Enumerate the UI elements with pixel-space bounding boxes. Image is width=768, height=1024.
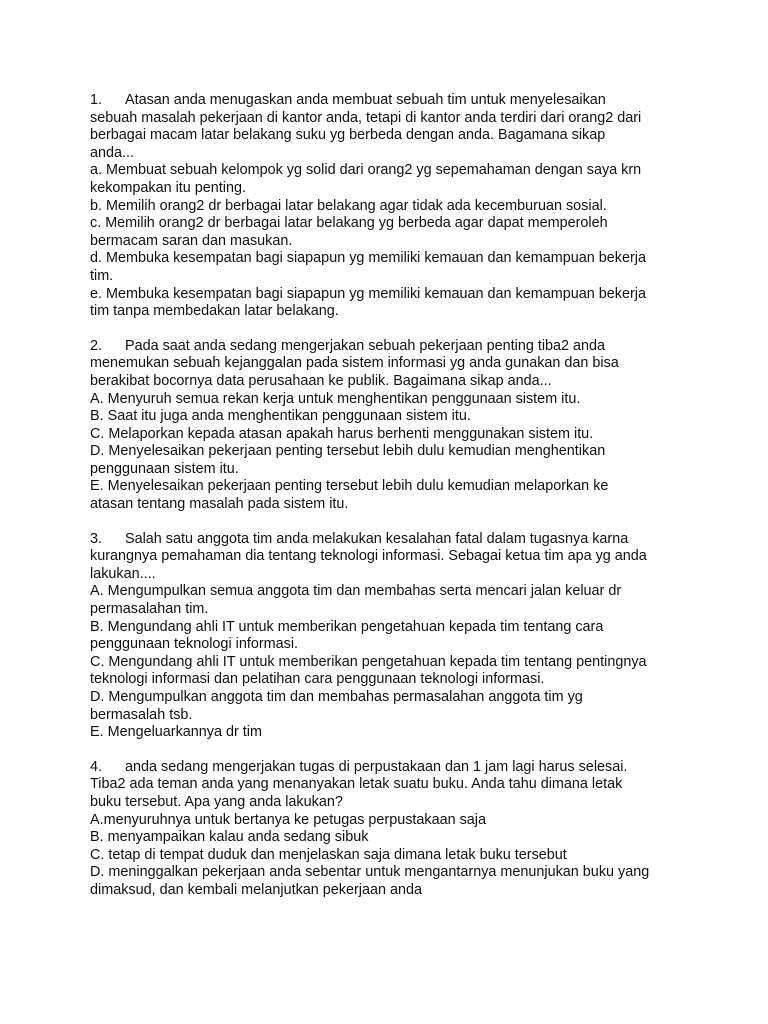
question-text bbox=[90, 338, 728, 356]
question-text bbox=[90, 531, 728, 549]
line-text: atasan tentang masalah pada sistem itu. bbox=[90, 496, 349, 513]
line-text: anda sedang mengerjakan tugas di perpustakaan dan 1 jam lagi harus selesai. bbox=[125, 758, 628, 775]
text-line bbox=[90, 829, 728, 847]
line-text: permasalahan tim. bbox=[90, 601, 209, 618]
line-text: penggunaan sistem itu. bbox=[90, 460, 239, 477]
line-text: Salah satu anggota tim anda melakukan kesalahan fatal dalam tugasnya karna bbox=[125, 530, 629, 547]
text-line bbox=[90, 548, 728, 566]
line-text: menemukan sebuah kejanggalan pada sistem informasi yg anda gunakan dan bisa bbox=[90, 355, 619, 372]
question-text bbox=[90, 759, 728, 777]
line-text: Atasan anda menugaskan anda membuat sebuah tim untuk menyelesaikan bbox=[125, 92, 606, 108]
text-line bbox=[90, 110, 728, 128]
line-text: berakibat bocornya data perusahaan ke publik. Bagaimana sikap anda... bbox=[90, 372, 552, 389]
text-line bbox=[90, 882, 728, 900]
line-text: E. Menyelesaikan pekerjaan penting tersebut lebih dulu kemudian melaporkan ke bbox=[90, 478, 609, 495]
text-line bbox=[90, 671, 728, 689]
text-line bbox=[90, 355, 728, 373]
text-line bbox=[90, 583, 728, 601]
text-line bbox=[90, 812, 728, 830]
text-line bbox=[90, 162, 728, 180]
line-text: Pada saat anda sedang mengerjakan sebuah pekerjaan penting tiba2 anda bbox=[125, 337, 606, 354]
text-line bbox=[90, 478, 728, 496]
text-line bbox=[90, 619, 728, 637]
text-line bbox=[90, 847, 728, 865]
text-line bbox=[90, 461, 728, 479]
line-text: e. Membuka kesempatan bagi siapapun yg memiliki kemauan dan kemampuan bekerja bbox=[90, 285, 646, 302]
line-text: anda... bbox=[90, 144, 135, 161]
line-text: A. Menyuruh semua rekan kerja untuk menghentikan penggunaan sistem itu. bbox=[90, 390, 581, 407]
text-line bbox=[90, 250, 728, 268]
question-number: 3. bbox=[90, 530, 103, 547]
question-number: 4. bbox=[90, 758, 103, 775]
text-line bbox=[90, 373, 728, 391]
question-block bbox=[90, 92, 728, 321]
line-text: bermasalah tsb. bbox=[90, 706, 193, 723]
text-line bbox=[90, 180, 728, 198]
line-text: kurangnya pemahaman dia tentang teknologi informasi. Sebagai ketua tim apa yg anda bbox=[90, 548, 647, 565]
line-text: c. Memilih orang2 dr berbagai latar belakang yg berbeda agar dapat memperoleh bbox=[90, 215, 608, 232]
question-text bbox=[90, 92, 728, 110]
line-text: D. meninggalkan pekerjaan anda sebentar untuk mengantarnya menunjukan buku yang bbox=[90, 864, 650, 881]
line-text: penggunaan teknologi informasi. bbox=[90, 636, 299, 653]
text-line bbox=[90, 566, 728, 584]
text-line bbox=[90, 408, 728, 426]
line-text: B. Mengundang ahli IT untuk memberikan pengetahuan kepada tim tentang cara bbox=[90, 618, 604, 635]
text-line bbox=[90, 864, 728, 882]
line-text: D. Menyelesaikan pekerjaan penting tersebut lebih dulu kemudian menghentikan bbox=[90, 443, 606, 460]
line-text: sebuah masalah pekerjaan di kantor anda, tetapi di kantor anda terdiri dari orang2 dari bbox=[90, 109, 642, 126]
line-text: B. Saat itu juga anda menghentikan penggunaan sistem itu. bbox=[90, 408, 471, 425]
text-line bbox=[90, 724, 728, 742]
text-line bbox=[90, 776, 728, 794]
line-text: Tiba2 ada teman anda yang menanyakan letak suatu buku. Anda tahu dimana letak bbox=[90, 776, 623, 793]
line-text: C. tetap di tempat duduk dan menjelaskan saja dimana letak buku tersebut bbox=[90, 846, 567, 863]
question-block bbox=[90, 759, 728, 900]
question-block bbox=[90, 531, 728, 742]
line-text: b. Memilih orang2 dr berbagai latar belakang agar tidak ada kecemburuan sosial. bbox=[90, 197, 607, 214]
line-text: tim. bbox=[90, 267, 114, 284]
line-text: D. Mengumpulkan anggota tim dan membahas permasalahan anggota tim yg bbox=[90, 689, 583, 705]
text-line bbox=[90, 268, 728, 286]
line-text: A. Mengumpulkan semua anggota tim dan membahas serta mencari jalan keluar dr bbox=[90, 583, 622, 600]
line-text: berbagai macam latar belakang suku yg berbeda dengan anda. Bagamana sikap bbox=[90, 127, 606, 144]
line-text: E. Mengeluarkannya dr tim bbox=[90, 724, 262, 741]
line-text: C. Mengundang ahli IT untuk memberikan pengetahuan kepada tim tentang pentingnya bbox=[90, 653, 647, 670]
line-text: tim tanpa membedakan latar belakang. bbox=[90, 303, 339, 320]
text-line bbox=[90, 426, 728, 444]
text-line bbox=[90, 127, 728, 145]
text-line bbox=[90, 145, 728, 163]
line-text: d. Membuka kesempatan bagi siapapun yg memiliki kemauan dan kemampuan bekerja bbox=[90, 250, 646, 267]
text-line bbox=[90, 443, 728, 461]
line-text: dimaksud, dan kembali melanjutkan pekerjaan anda bbox=[90, 881, 422, 898]
text-line bbox=[90, 689, 728, 707]
text-line bbox=[90, 286, 728, 304]
text-line bbox=[90, 654, 728, 672]
text-line bbox=[90, 303, 728, 321]
text-line bbox=[90, 636, 728, 654]
line-text: bermacam saran dan masukan. bbox=[90, 232, 293, 249]
line-text: a. Membuat sebuah kelompok yg solid dari orang2 yg sepemahaman dengan saya krn bbox=[90, 162, 642, 179]
text-line bbox=[90, 391, 728, 409]
text-line bbox=[90, 496, 728, 514]
text-line bbox=[90, 601, 728, 619]
line-text: lakukan.... bbox=[90, 565, 156, 582]
question-number: 1. bbox=[90, 92, 103, 108]
text-line bbox=[90, 794, 728, 812]
line-text: teknologi informasi dan pelatihan cara penggunaan teknologi informasi. bbox=[90, 671, 545, 688]
line-text: C. Melaporkan kepada atasan apakah harus berhenti menggunakan sistem itu. bbox=[90, 425, 594, 442]
text-line bbox=[90, 707, 728, 725]
line-text: buku tersebut. Apa yang anda lakukan? bbox=[90, 793, 343, 810]
line-text: B. menyampaikan kalau anda sedang sibuk bbox=[90, 829, 369, 846]
text-line bbox=[90, 215, 728, 233]
question-block bbox=[90, 338, 728, 514]
text-line bbox=[90, 233, 728, 251]
line-text: A.menyuruhnya untuk bertanya ke petugas perpustakaan saja bbox=[90, 811, 487, 828]
line-text: kekompakan itu penting. bbox=[90, 179, 246, 196]
text-line bbox=[90, 198, 728, 216]
question-number: 2. bbox=[90, 337, 103, 354]
